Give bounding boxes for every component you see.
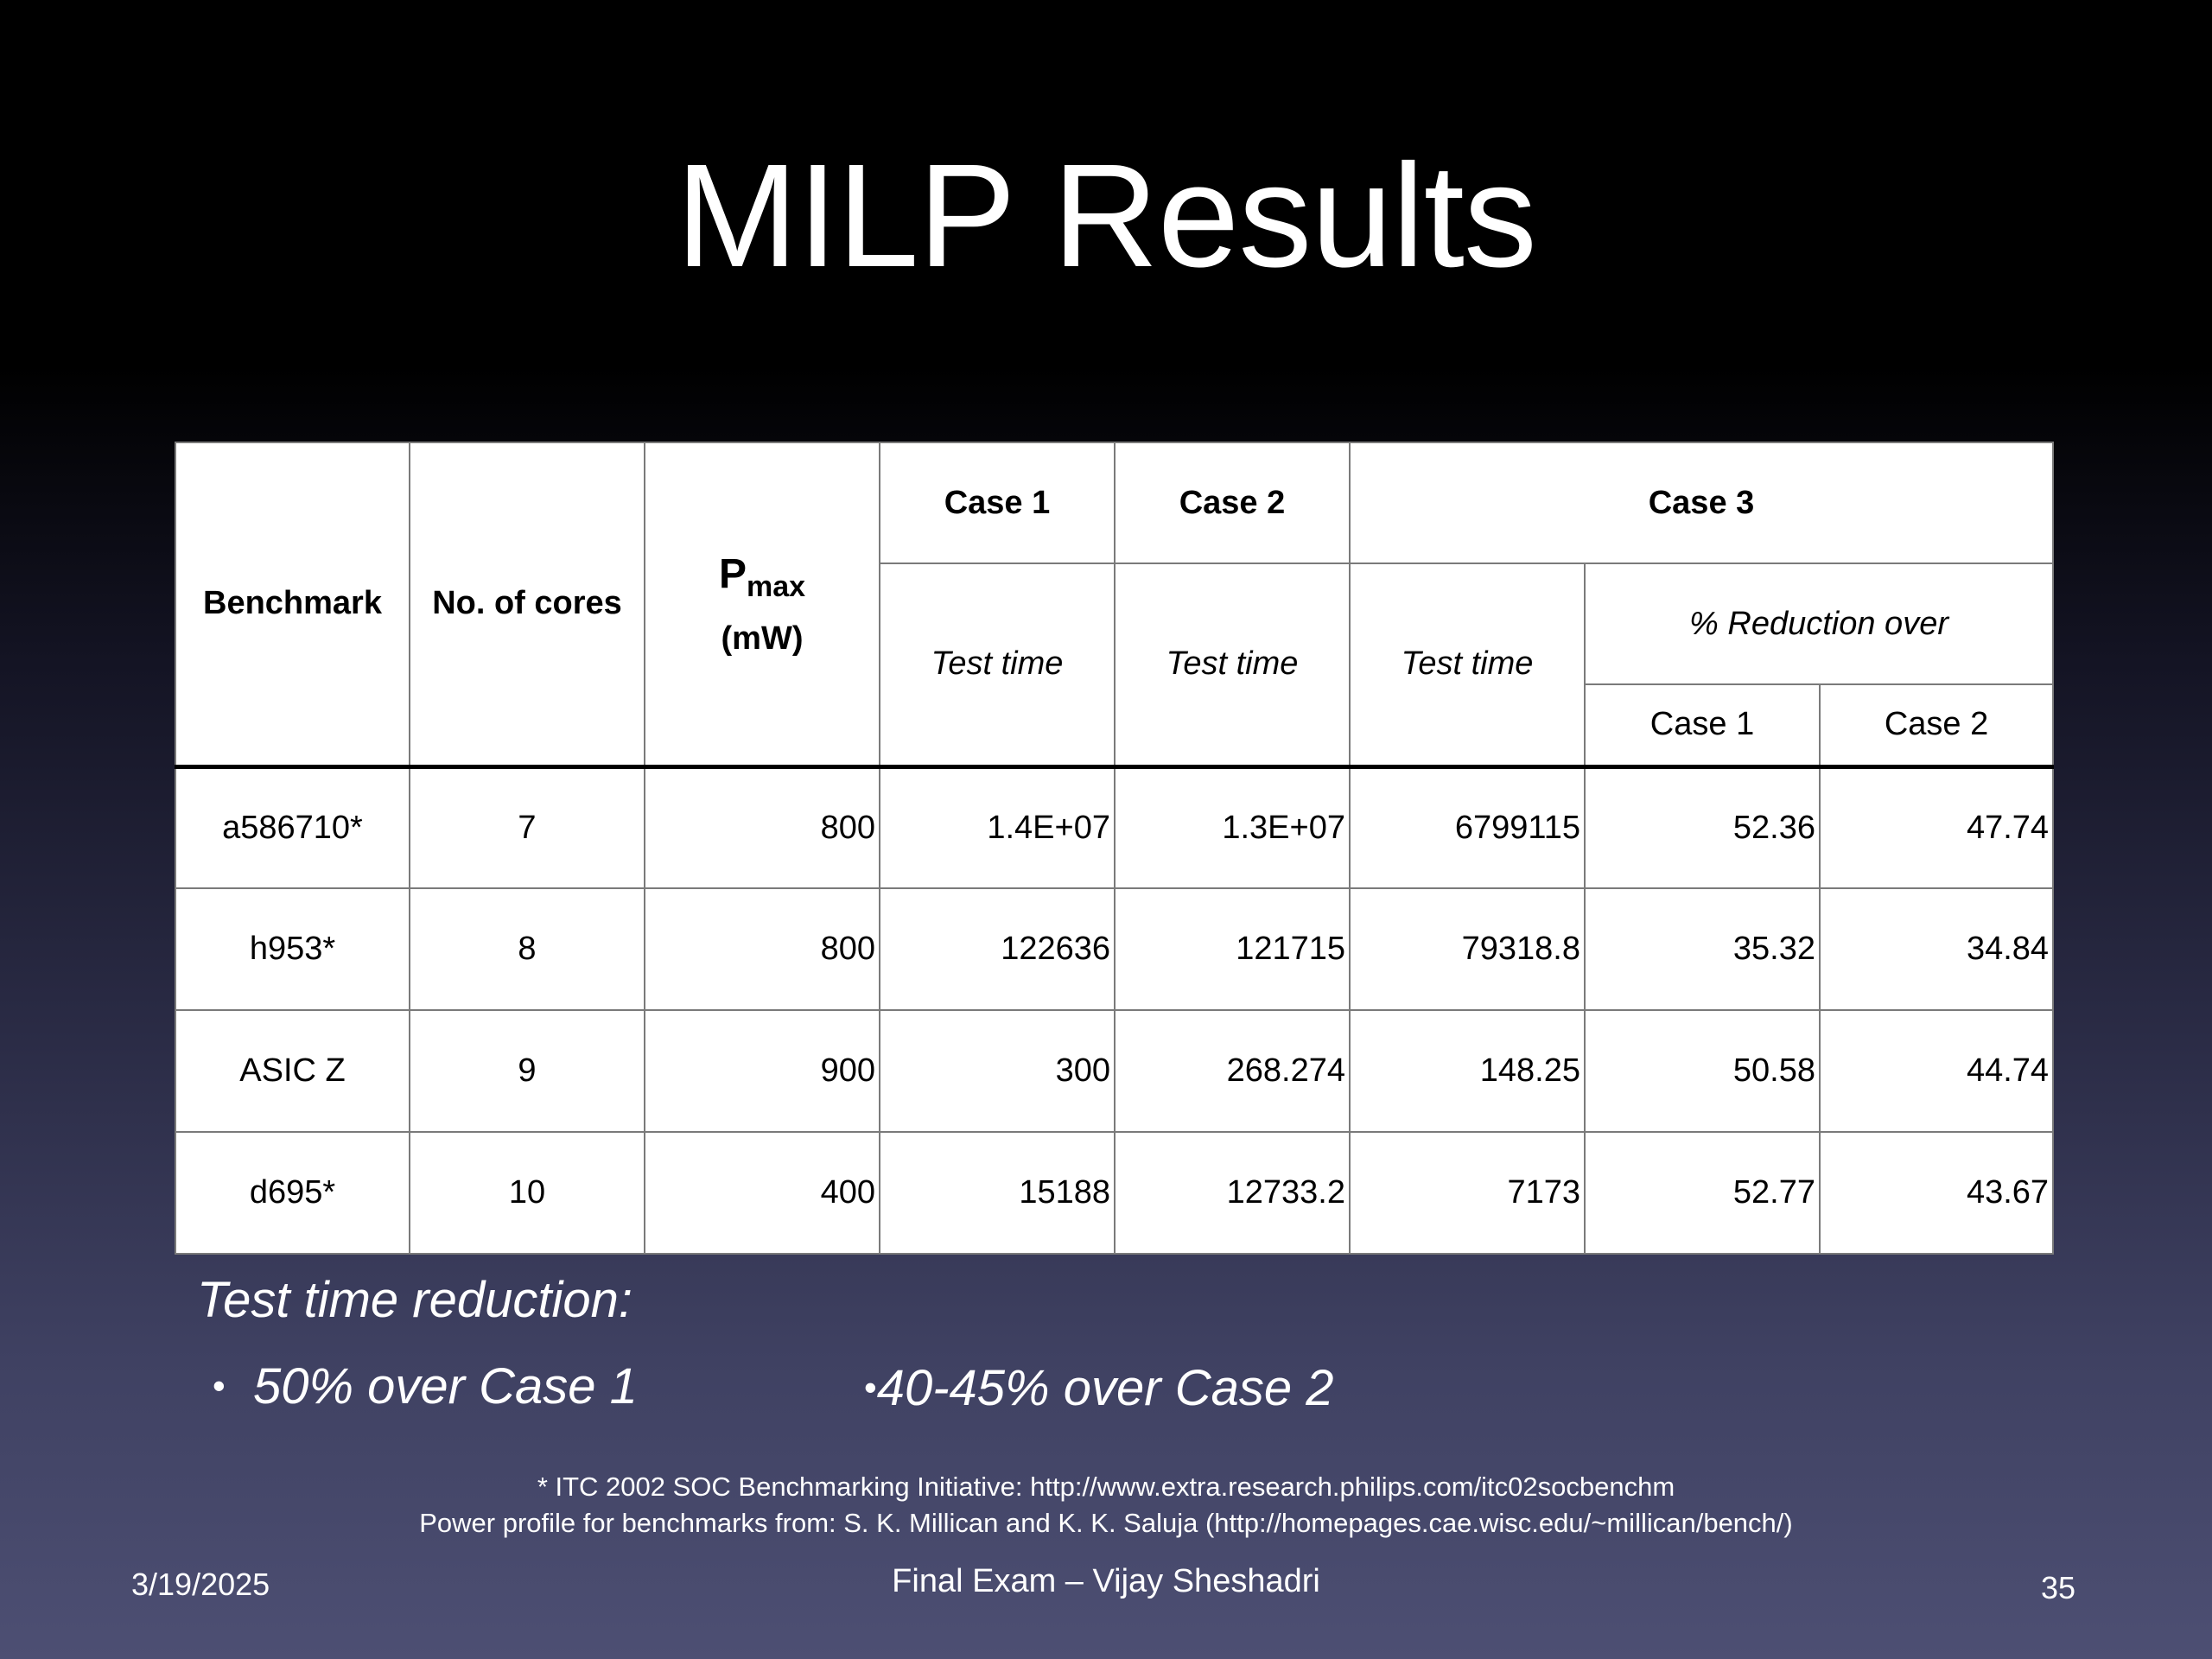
header-case1: Case 1	[880, 442, 1115, 563]
header-case1-test-time: Test time	[880, 563, 1115, 766]
cell-case2-time: 1.3E+07	[1115, 766, 1350, 888]
header-pmax-subscript: max	[746, 569, 806, 603]
header-reduction-over: % Reduction over	[1585, 563, 2053, 684]
cell-reduction-case1: 52.36	[1585, 766, 1820, 888]
header-case2-test-time: Test time	[1115, 563, 1350, 766]
header-row-1	[175, 442, 2053, 563]
bullet-dot-icon: •	[213, 1365, 226, 1406]
cell-case3-time: 7173	[1350, 1132, 1585, 1254]
cell-reduction-case2: 44.74	[1820, 1010, 2053, 1132]
table-row	[175, 1010, 2053, 1132]
cell-reduction-case2: 43.67	[1820, 1132, 2053, 1254]
cell-benchmark: ASIC Z	[175, 1010, 410, 1132]
bullet-item	[213, 1357, 638, 1421]
cell-reduction-case2: 34.84	[1820, 888, 2053, 1010]
header-pmax-symbol: P	[718, 550, 747, 597]
cell-reduction-case1: 52.77	[1585, 1132, 1820, 1254]
cell-case1-time: 1.4E+07	[880, 766, 1115, 888]
cell-cores: 10	[410, 1132, 645, 1254]
header-case3-test-time: Test time	[1350, 563, 1585, 766]
header-cores: No. of cores	[410, 442, 645, 766]
cell-pmax: 800	[645, 888, 880, 1010]
results-table	[175, 442, 2054, 1255]
cell-case2-time: 121715	[1115, 888, 1350, 1010]
cell-benchmark: d695*	[175, 1132, 410, 1254]
footer-date: 3/19/2025	[131, 1567, 270, 1602]
reduction-heading: Test time reduction:	[197, 1272, 632, 1328]
table-row	[175, 766, 2053, 888]
cell-case2-time: 268.274	[1115, 1010, 1350, 1132]
slide-number: 35	[2040, 1570, 2075, 1605]
cell-reduction-case1: 35.32	[1585, 888, 1820, 1010]
footnote-power-profile: Power profile for benchmarks from: S. K. Millican and K. K. Saluja (http://homepages.cae.wisc.edu/~millican/bench/)	[419, 1508, 1793, 1538]
header-pmax	[645, 442, 880, 766]
cell-case3-time: 79318.8	[1350, 888, 1585, 1010]
slide-title: MILP Results	[676, 134, 1536, 298]
cell-case2-time: 12733.2	[1115, 1132, 1350, 1254]
cell-cores: 9	[410, 1010, 645, 1132]
cell-case3-time: 148.25	[1350, 1010, 1585, 1132]
cell-reduction-case1: 50.58	[1585, 1010, 1820, 1132]
cell-case3-time: 6799115	[1350, 766, 1585, 888]
cell-case1-time: 122636	[880, 888, 1115, 1010]
cell-reduction-case2: 47.74	[1820, 766, 2053, 888]
cell-pmax: 900	[645, 1010, 880, 1132]
table-row	[175, 888, 2053, 1010]
header-reduction-case1: Case 1	[1585, 684, 1820, 766]
cell-pmax: 800	[645, 766, 880, 888]
header-case2: Case 2	[1115, 442, 1350, 563]
footer-title: Final Exam – Vijay Sheshadri	[892, 1563, 1320, 1599]
cell-cores: 8	[410, 888, 645, 1010]
header-pmax-unit: (mW)	[721, 620, 804, 657]
bullet-text: 40-45% over Case 2	[876, 1360, 1334, 1416]
header-benchmark: Benchmark	[175, 442, 410, 766]
cell-cores: 7	[410, 766, 645, 888]
footnote-benchmarks: * ITC 2002 SOC Benchmarking Initiative: http://www.extra.research.philips.com/itc02socbenchm	[537, 1471, 1675, 1502]
bullet-dot-icon: •	[864, 1367, 877, 1408]
table-row	[175, 1132, 2053, 1254]
header-case3: Case 3	[1350, 442, 2053, 563]
cell-benchmark: h953*	[175, 888, 410, 1010]
bullet-text: 50% over Case 1	[252, 1358, 638, 1414]
cell-pmax: 400	[645, 1132, 880, 1254]
cell-benchmark: a586710*	[175, 766, 410, 888]
cell-case1-time: 300	[880, 1010, 1115, 1132]
header-reduction-case2: Case 2	[1820, 684, 2053, 766]
bullet-item	[864, 1358, 1333, 1423]
cell-case1-time: 15188	[880, 1132, 1115, 1254]
